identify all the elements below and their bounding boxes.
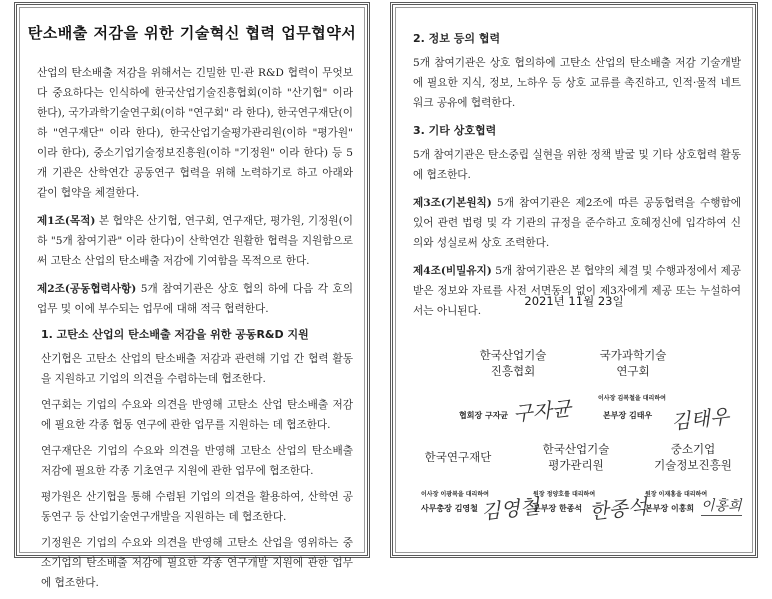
- article-2-text: 5개 참여기관은 상호 협의 하에 다음 각 호의 업무 및 이에 부수되는 업무에 대해 적극 협력한다.: [37, 283, 353, 315]
- signer-tipa: 본부장 이홍희: [645, 503, 695, 513]
- article-2: [37, 279, 353, 319]
- signatory-org-nst: 국가과학기술 연구회: [599, 348, 667, 378]
- proxy-keit: 원장 정양호를 대리하여: [533, 491, 596, 498]
- agreement-page-2: [390, 2, 758, 558]
- signatory-org-tipa: 중소기업 기술정보진흥원: [654, 442, 732, 472]
- document-title: 탄소배출 저감을 위한 기술혁신 협력 업무협약서: [27, 24, 357, 42]
- page-2-body: [413, 27, 741, 329]
- article-3-label: 제3조(기본원칙): [413, 197, 492, 209]
- section-2-text: 5개 참여기관은 상호 협의하에 고탄소 산업의 탄소배출 저감 기술개발에 필요한 지식, 정보, 노하우 등 상호 교류를 촉진하고, 인적·물적 네트워크 공유에 협력한다.: [413, 57, 741, 109]
- signer-koita: 협회장 구자균: [459, 410, 509, 420]
- signatory-org-koita: 한국산업기술 진흥협회: [479, 348, 547, 378]
- section-1-heading: 1. 고탄소 산업의 탄소배출 저감을 위한 공동R&D 지원: [41, 328, 309, 341]
- article-1: [37, 211, 353, 271]
- section-1-paragraph: 연구회는 기업의 수요와 의견을 반영해 고탄소 산업 탄소배출 저감에 필요한 각종 협동 연구에 관한 업무를 지원하는 데 협조한다.: [41, 399, 353, 431]
- section-3-text: 5개 참여기관은 탄소중립 실현을 위한 정책 발굴 및 기타 상호협력 활동에 협조한다.: [413, 149, 741, 181]
- proxy-nst: 이사장 김복철을 대리하여: [598, 395, 666, 402]
- section-1-paragraph: 산기협은 고탄소 산업의 탄소배출 저감과 관련해 기업 간 협력 활동을 지원하고 기업의 의견을 수렴하는데 협조한다.: [41, 353, 353, 385]
- article-1-text: 본 협약은 산기협, 연구회, 연구재단, 평가원, 기정원(이하 "5개 참여기관" 이라 한다)이 산학연간 원활한 협력을 지원함으로써 고탄소 산업의 탄소배출 저감에 기여함을 목적으로 한다.: [37, 215, 353, 267]
- article-4-label: 제4조(비밀유지): [413, 265, 492, 277]
- section-1-paragraph: 평가원은 산기협을 통해 수렴된 기업의 의견을 활용하여, 산학연 공동연구 등 산업기술연구개발을 지원하는 데 협조한다.: [41, 491, 353, 523]
- article-3: [413, 193, 741, 253]
- signature-nst: 김태우: [670, 404, 731, 434]
- section-1-paragraph: 연구재단은 기업의 수요와 의견을 반영해 고탄소 산업의 탄소배출 저감에 필요한 각종 기초연구 지원에 관한 업무에 협조한다.: [41, 445, 353, 477]
- article-3-text: 5개 참여기관은 제2조에 따른 공동협력을 수행함에 있어 관련 법령 및 각 기관의 규정을 준수하고 호혜정신에 입각하여 신의와 성실로써 상호 조력한다.: [413, 197, 741, 249]
- article-2-label: 제2조(공동협력사항): [37, 283, 137, 295]
- article-4: [413, 261, 741, 321]
- section-3-heading: 3. 기타 상호협력: [413, 124, 497, 137]
- proxy-nrf: 이사장 이광복을 대리하여: [421, 491, 489, 498]
- signatory-org-nrf: 한국연구재단: [424, 450, 492, 464]
- agreement-page-1: [14, 2, 370, 589]
- agreement-date: 2021년 11월 23일: [524, 294, 624, 308]
- signature-keit: 한종석: [588, 494, 649, 524]
- page-1-body: [37, 63, 353, 599]
- signer-nst: 본부장 김태우: [603, 410, 653, 420]
- section-2-heading: 2. 정보 등의 협력: [413, 32, 501, 45]
- article-1-label: 제1조(목적): [37, 215, 96, 227]
- section-1-paragraph: 기정원은 기업의 수요와 의견을 반영해 고탄소 산업을 영위하는 중소기업의 탄소배출 저감에 필요한 각종 연구개발 지원에 관한 업무에 협조한다.: [41, 537, 353, 589]
- article-4-text: 5개 참여기관은 본 협약의 체결 및 수행과정에서 제공받은 정보와 자료를 사전 서면동의 없이 제3자에게 제공 또는 누설하여서는 아니된다.: [413, 265, 741, 317]
- signature-tipa: 이홍희: [701, 495, 742, 516]
- signature-nrf: 김영철: [480, 494, 541, 524]
- proxy-tipa: 원장 이재홍을 대리하여: [645, 491, 708, 498]
- preamble: 산업의 탄소배출 저감을 위해서는 긴밀한 민·관 R&D 협력이 무엇보다 중요하다는 인식하에 한국산업기술진흥협회(이하 "산기협" 이라 한다), 국가과학기술연구회(이하 "연구회" 라 한다), 한국연구재단(이하 "연구재단" 이라 한다), 한국산업기술평가관리원(이하 "평가원" 이라 한다), 중소기업기술정보진흥원(이하 "기정원" 이라 한다) 등 5개 기관은 산학연간 공동연구 협력을 위해 노력하기로 하고 아래와 같이 협약을 체결한다.: [37, 67, 353, 199]
- signer-nrf: 사무총장 김영철: [421, 503, 478, 513]
- signer-keit: 본부장 한종석: [533, 503, 583, 513]
- signatory-org-keit: 한국산업기술 평가관리원: [542, 442, 610, 472]
- signature-koita: 구자균: [512, 396, 573, 426]
